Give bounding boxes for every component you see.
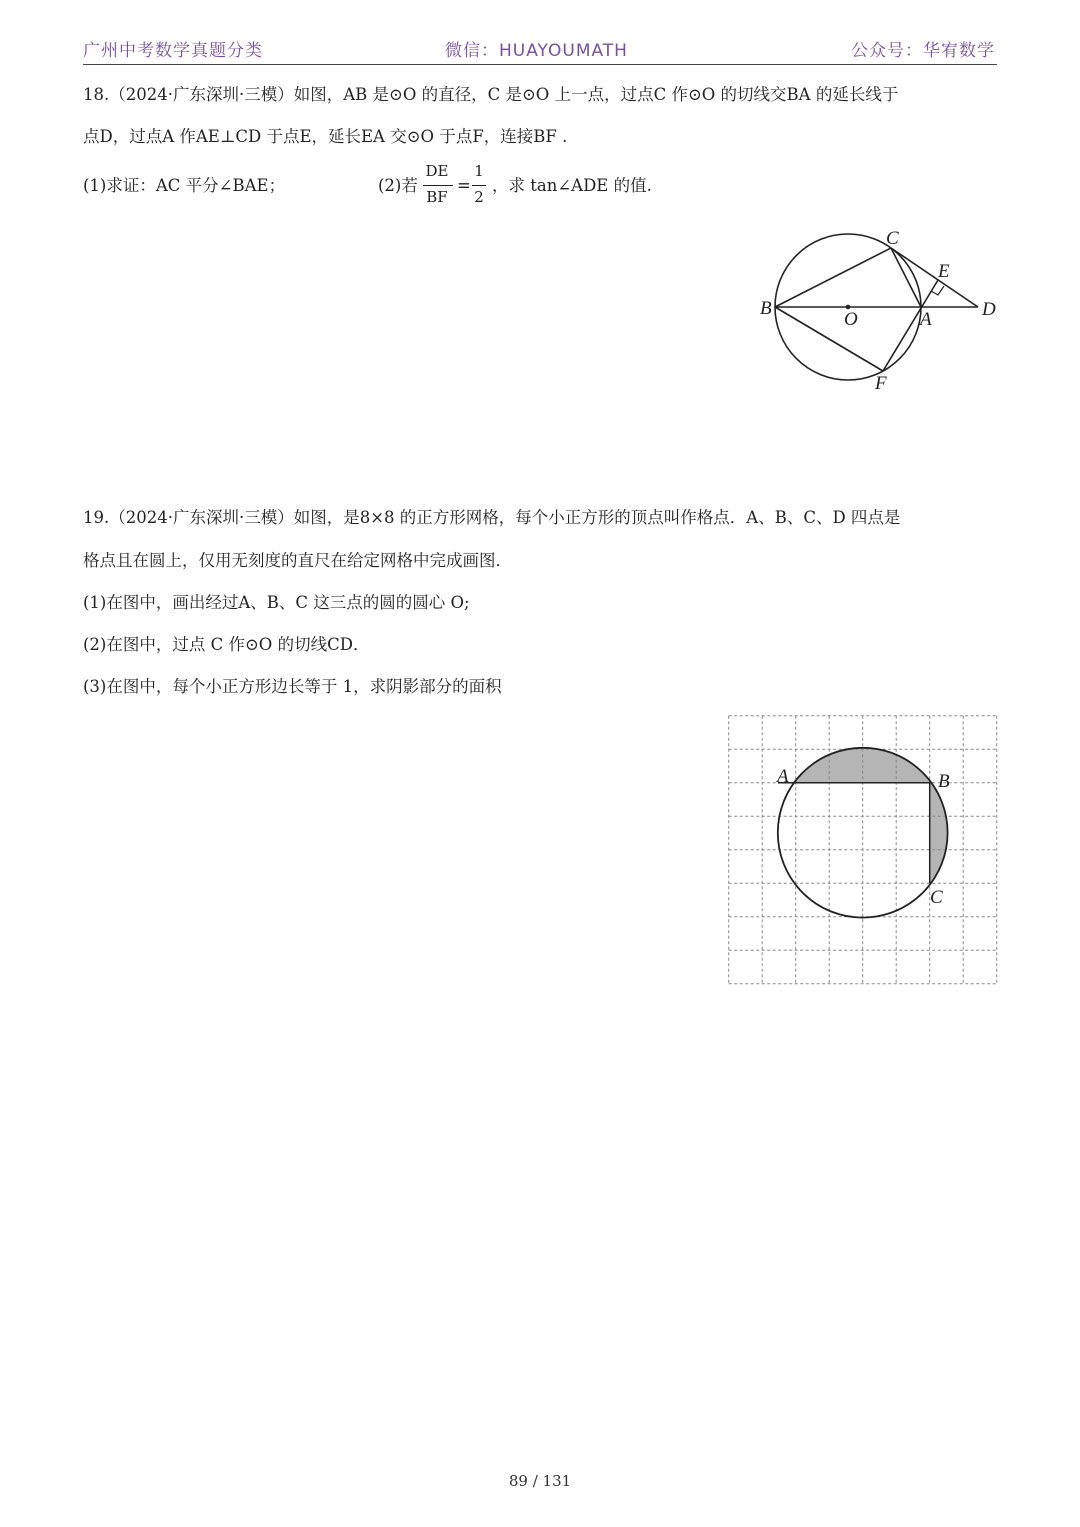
q19-grid [729,716,997,984]
q18-segment-bf [775,307,883,371]
q19-label-a: A [777,766,789,787]
q18-segment-bc [775,248,891,307]
q18-segment-ca [891,248,921,307]
q19-label-c: C [930,887,943,908]
q18-part2-prefix: (2)若 [378,176,418,195]
q18-half-denominator: 2 [474,188,484,206]
q18-segment-cd [891,248,978,307]
q18-figure [755,225,1010,400]
q19-part2: (2)在图中，过点 C 作⊙O 的切线CD． [83,635,370,654]
q18-stem-line2: 点D，过点A 作AE⊥CD 于点E，延长EA 交⊙O 于点F，连接BF . [83,127,568,146]
q18-half-numerator: 1 [474,162,484,180]
q18-label-c: C [886,228,899,249]
q19-stem-line1: 19.（2024·广东深圳·三模）如图，是8×8 的正方形网格，每个小正方形的顶点叫作格点．A、B、C、D 四点是 [83,508,901,527]
q18-label-d: D [982,299,996,320]
q19-figure [725,712,1003,990]
q18-label-a: A [920,309,932,330]
q19-part1: (1)在图中，画出经过A、B、C 这三点的圆的圆心 O; [83,593,470,612]
page-number: 89 / 131 [508,1472,572,1490]
header-wechat: 微信：HUAYOUMATH [445,41,628,61]
q18-label-e: E [938,261,950,282]
q18-part1: (1)求证：AC 平分∠BAE； [83,176,286,195]
q19-stem-line2: 格点且在圆上，仅用无刻度的直尺在给定网格中完成画图． [83,551,512,570]
q18-label-f: F [875,373,887,394]
q18-half-bar [472,185,486,186]
q18-stem-line1: 18.（2024·广东深圳·三模）如图，AB 是⊙O 的直径，C 是⊙O 上一点，过点C 作⊙O 的切线交BA 的延长线于 [83,85,899,104]
header-left-title: 广州中考数学真题分类 [83,41,263,61]
page-header [83,36,997,65]
q18-label-o: O [844,309,858,330]
q19-part3: (3)在图中，每个小正方形边长等于 1，求阴影部分的面积 [83,677,502,696]
q18-part2-suffix: ，求 tan∠ADE 的值. [492,176,652,195]
q19-label-b: B [938,771,950,792]
q18-equals: = [457,176,471,195]
header-public-account: 公众号：华宥数学 [851,41,995,61]
q18-frac-bar [423,185,453,186]
q18-label-b: B [760,298,772,319]
q18-frac-denominator: BF [426,188,448,206]
q18-frac-numerator: DE [425,162,449,180]
